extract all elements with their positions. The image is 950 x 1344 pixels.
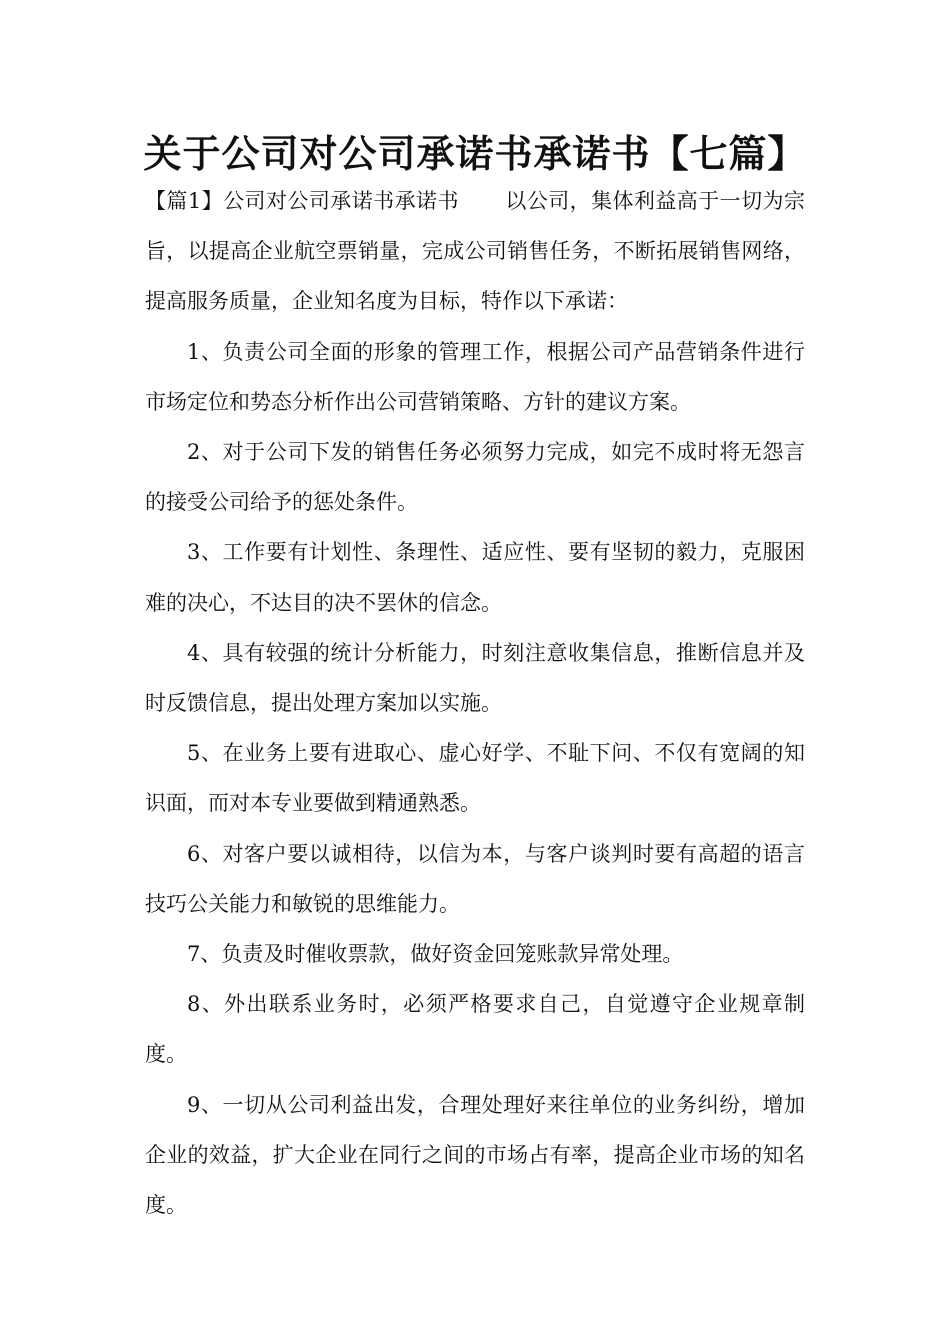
list-item: 2、对于公司下发的销售任务必须努力完成，如完不成时将无怨言的接受公司给予的惩处条件。 <box>145 440 805 515</box>
list-item: 5、在业务上要有进取心、虚心好学、不耻下问、不仅有宽阔的知识面，而对本专业要做到精通熟悉。 <box>145 741 805 816</box>
document-body <box>145 176 805 1230</box>
intro-paragraph <box>145 176 805 327</box>
list-item: 9、一切从公司利益出发，合理处理好来往单位的业务纠纷，增加企业的效益，扩大企业在同行之间的市场占有率，提高企业市场的知名度。 <box>145 1092 805 1218</box>
document-title: 关于公司对公司承诺书承诺书【七篇】 <box>143 132 807 176</box>
list-item: 7、负责及时催收票款，做好资金回笼账款异常处理。 <box>187 942 684 967</box>
list-item: 6、对客户要以诚相待，以信为本，与客户谈判时要有高超的语言技巧公关能力和敏锐的思维能力。 <box>145 841 805 916</box>
list-item: 3、工作要有计划性、条理性、适应性、要有坚韧的毅力，克服困难的决心，不达目的决不罢休的信念。 <box>145 540 805 615</box>
intro-text: 以公司，集体利益高于一切为宗旨，以提高企业航空票销量，完成公司销售任务，不断拓展销售网络，提高服务质量，企业知名度为目标，特作以下承诺： <box>145 189 805 314</box>
list-item: 8、外出联系业务时，必须严格要求自己，自觉遵守企业规章制度。 <box>145 992 805 1067</box>
list-item: 1、负责公司全面的形象的管理工作，根据公司产品营销条件进行市场定位和势态分析作出公司营销策略、方针的建议方案。 <box>145 339 805 414</box>
list-item: 4、具有较强的统计分析能力，时刻注意收集信息，推断信息并及时反馈信息，提出处理方案加以实施。 <box>145 640 805 716</box>
section-heading: 【篇1】公司对公司承诺书承诺书 <box>145 189 459 213</box>
